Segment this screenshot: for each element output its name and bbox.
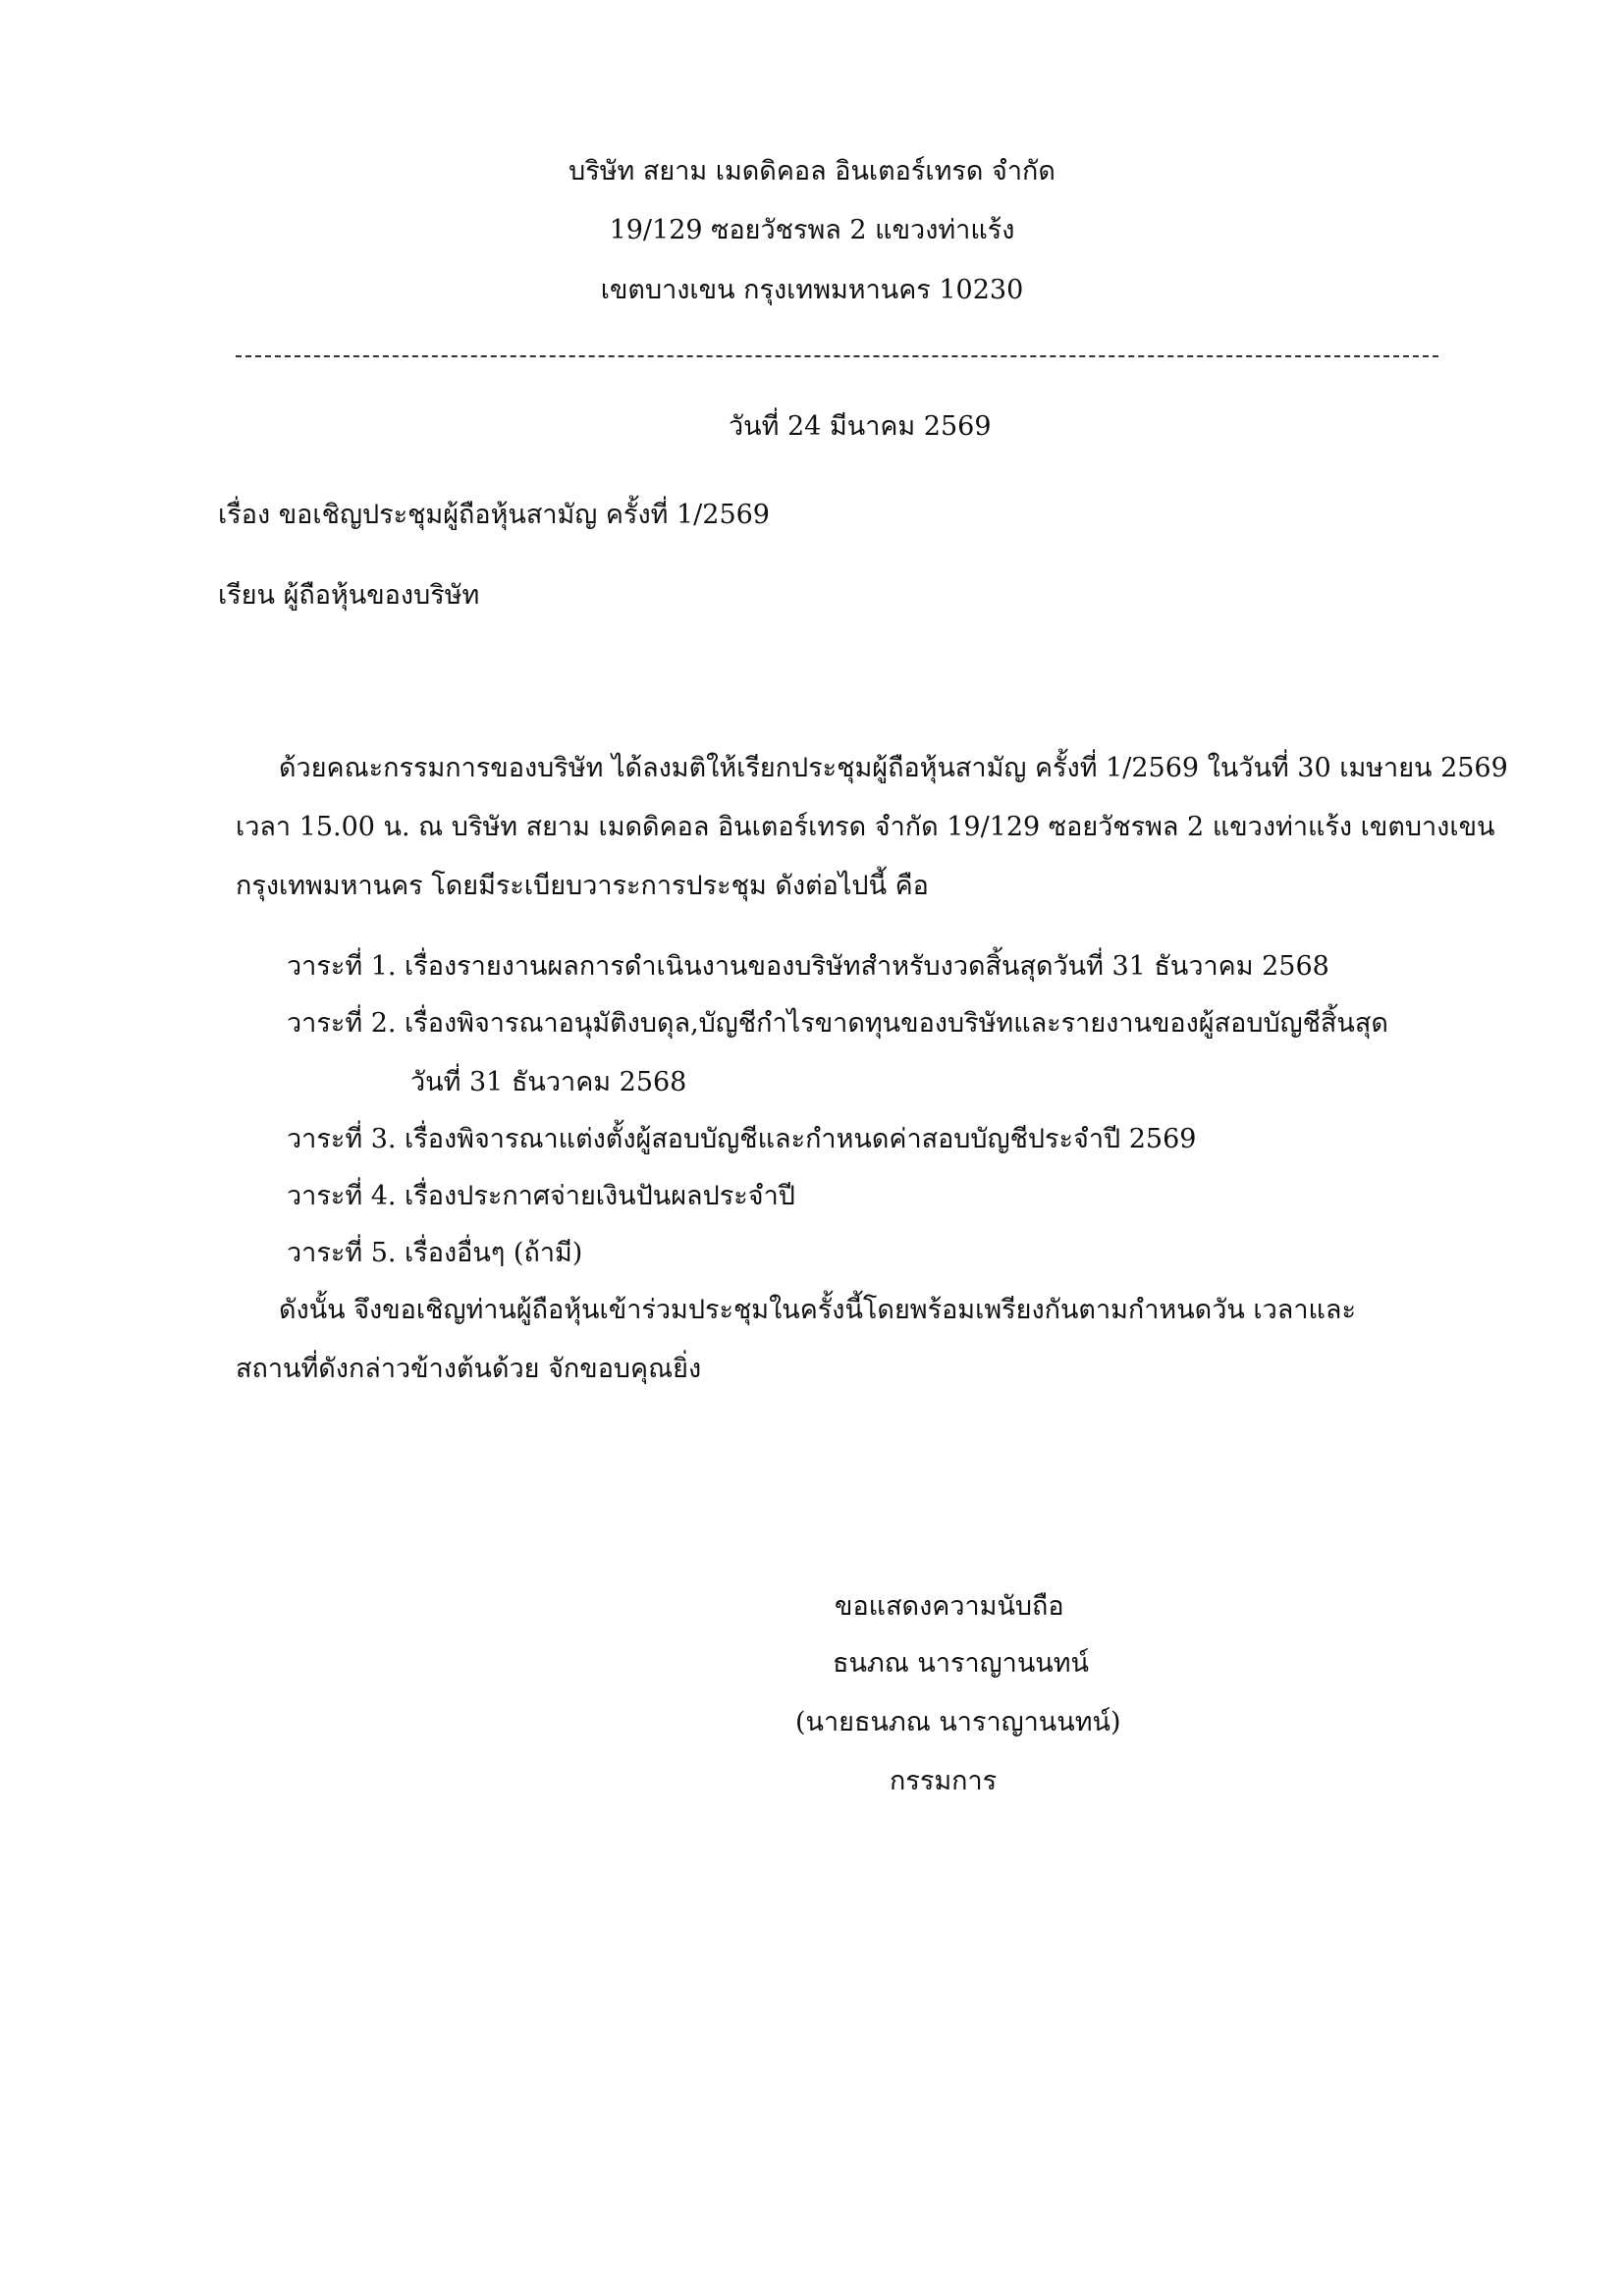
- signatory-title: กรรมการ: [890, 1766, 998, 1796]
- agenda-item-3: วาระที่ 3. เรื่องพิจารณาแต่งตั้งผู้สอบบัญชีและกำหนดค่าสอบบัญชีประจำปี 2569: [287, 1124, 1197, 1154]
- printed-name: (นายธนภณ นาราญานนทน์): [795, 1707, 1121, 1737]
- agenda-item-4: วาระที่ 4. เรื่องประกาศจ่ายเงินปันผลประจำปี: [287, 1181, 795, 1211]
- date-line: วันที่ 24 มีนาคม 2569: [729, 411, 992, 442]
- closing-line-1: ดังนั้น จึงขอเชิญท่านผู้ถือหุ้นเข้าร่วมประชุมในครั้งนี้โดยพร้อมเพรียงกันตามกำหนดวัน เวลาและ: [279, 1295, 1356, 1325]
- company-name: บริษัท สยาม เมดดิคอล อินเตอร์เทรด จำกัด: [568, 156, 1056, 187]
- agenda-item-2-date: วันที่ 31 ธันวาคม 2568: [410, 1067, 687, 1097]
- agenda-item-5: วาระที่ 5. เรื่องอื่นๆ (ถ้ามี): [287, 1238, 583, 1268]
- salutation-line: เรียน ผู้ถือหุ้นของบริษัท: [218, 580, 480, 611]
- regards-line: ขอแสดงความนับถือ: [835, 1591, 1064, 1622]
- signed-name: ธนภณ นาราญานนทน์: [833, 1648, 1089, 1679]
- agenda-item-2: วาระที่ 2. เรื่องพิจารณาอนุมัติงบดุล,บัญชีกำไรขาดทุนของบริษัทและรายงานของผู้สอบบัญชีสิ้นสุด: [287, 1008, 1388, 1039]
- address-line-1: 19/129 ซอยวัชรพล 2 แขวงท่าแร้ง: [609, 215, 1015, 245]
- body-line-2: เวลา 15.00 น. ณ บริษัท สยาม เมดดิคอล อินเตอร์เทรด จำกัด 19/129 ซอยวัชรพล 2 แขวงท่าแร้ง เขตบางเขน: [236, 812, 1495, 842]
- closing-line-2: สถานที่ดังกล่าวข้างต้นด้วย จักขอบคุณยิ่ง: [236, 1354, 702, 1384]
- agenda-item-1: วาระที่ 1. เรื่องรายงานผลการดำเนินงานของบริษัทสำหรับงวดสิ้นสุดวันที่ 31 ธันวาคม 2568: [287, 951, 1329, 982]
- body-line-1: ด้วยคณะกรรมการของบริษัท ได้ลงมติให้เรียกประชุมผู้ถือหุ้นสามัญ ครั้งที่ 1/2569 ในวันที่ 30 เมษายน 2569: [279, 753, 1508, 783]
- body-line-3: กรุงเทพมหานคร โดยมีระเบียบวาระการประชุม ดังต่อไปนี้ คือ: [236, 871, 929, 901]
- address-line-2: เขตบางเขน กรุงเทพมหานคร 10230: [600, 275, 1024, 305]
- header-divider: [236, 355, 1438, 357]
- subject-line: เรื่อง ขอเชิญประชุมผู้ถือหุ้นสามัญ ครั้งที่ 1/2569: [218, 500, 770, 530]
